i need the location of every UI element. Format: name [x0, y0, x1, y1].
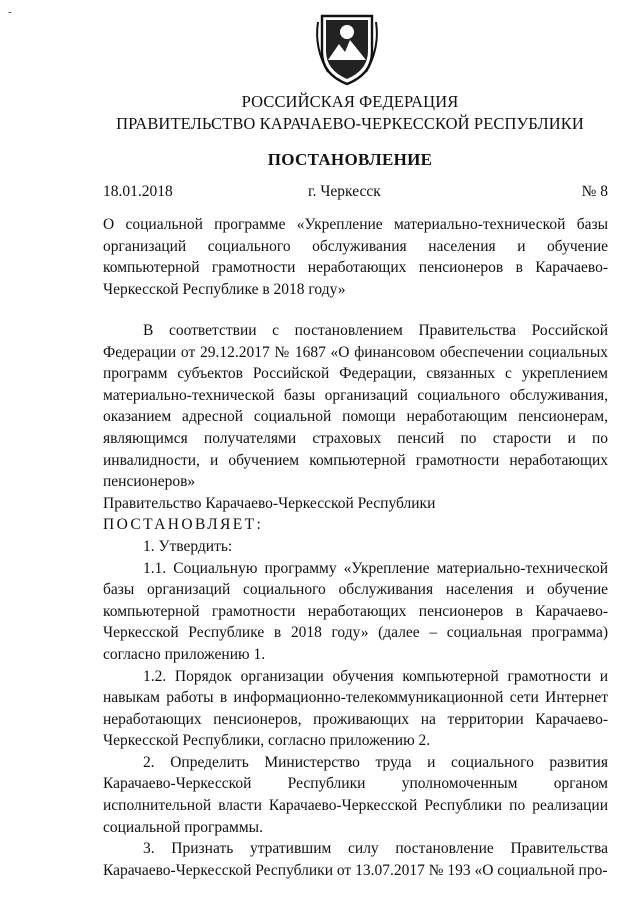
government-title: ПРАВИТЕЛЬСТВО КАРАЧАЕВО-ЧЕРКЕССКОЙ РЕСПУБЛИКИ [116, 114, 584, 133]
resolves-heading: ПОСТАНОВЛЯЕТ: [103, 516, 264, 534]
document-subject: О социальной программе «Укрепление материально-технической базы организаций социального обслуживания населения и обучение компьютерной грамотности неработающих пенсионеров в Карачаево-Черкесской Республике в 2018 году» [103, 216, 608, 298]
preamble-authority: Правительство Карачаево-Черкесской Республики [103, 494, 436, 512]
item-1: 1. Утвердить: [143, 537, 233, 555]
document-type-title: ПОСТАНОВЛЕНИЕ [267, 150, 433, 169]
preamble-paragraph: В соответствии с постановлением Правительства Российской Федерации от 29.12.2017 № 1687 «О финансовом обеспечении социальных программ субъектов Российской Федерации, связанных с укреплением материально-технической базы организаций социального обслуживания, оказанием адресной социальной помощи неработающим пенсионерам, являющимся получателями страховых пенсий по старости и по инвалидности, и обучением компьютерной грамотности неработающих пенсионеров» [103, 322, 608, 491]
document-city: г. Черкесск [308, 183, 381, 200]
country-title: РОССИЙСКАЯ ФЕДЕРАЦИЯ [241, 92, 459, 111]
document-number: № 8 [581, 183, 608, 200]
item-2: 2. Определить Министерство труда и социального развития Карачаево-Черкесской Республики уполномоченным органом исполнительной власти Карачаево-Черкесской Республики по реализации социальной программы. [103, 753, 608, 836]
document-date: 18.01.2018 [103, 183, 173, 200]
document-body [103, 320, 608, 881]
coat-of-arms-icon [312, 8, 382, 88]
item-3: 3. Признать утратившим силу постановление Правительства Карачаево-Черкесской Республики от 13.07.2017 № 193 «О социальной про- [103, 840, 608, 879]
corner-mark: - [8, 6, 12, 18]
item-1-1: 1.1. Социальную программу «Укрепление материально-технической базы организаций социального обслуживания населения и обучение компьютерной грамотности неработающих пенсионеров в Карачаево-Черкесской Республике в 2018 году» (далее – социальная программа) согласно приложению 1. [103, 559, 608, 663]
item-1-2: 1.2. Порядок организации обучения компьютерной грамотности и навыкам работы в информационно-телекоммуникационной сети Интернет неработающих пенсионеров, проживающих на территории Карачаево-Черкесской Республики, согласно приложению 2. [103, 667, 608, 750]
